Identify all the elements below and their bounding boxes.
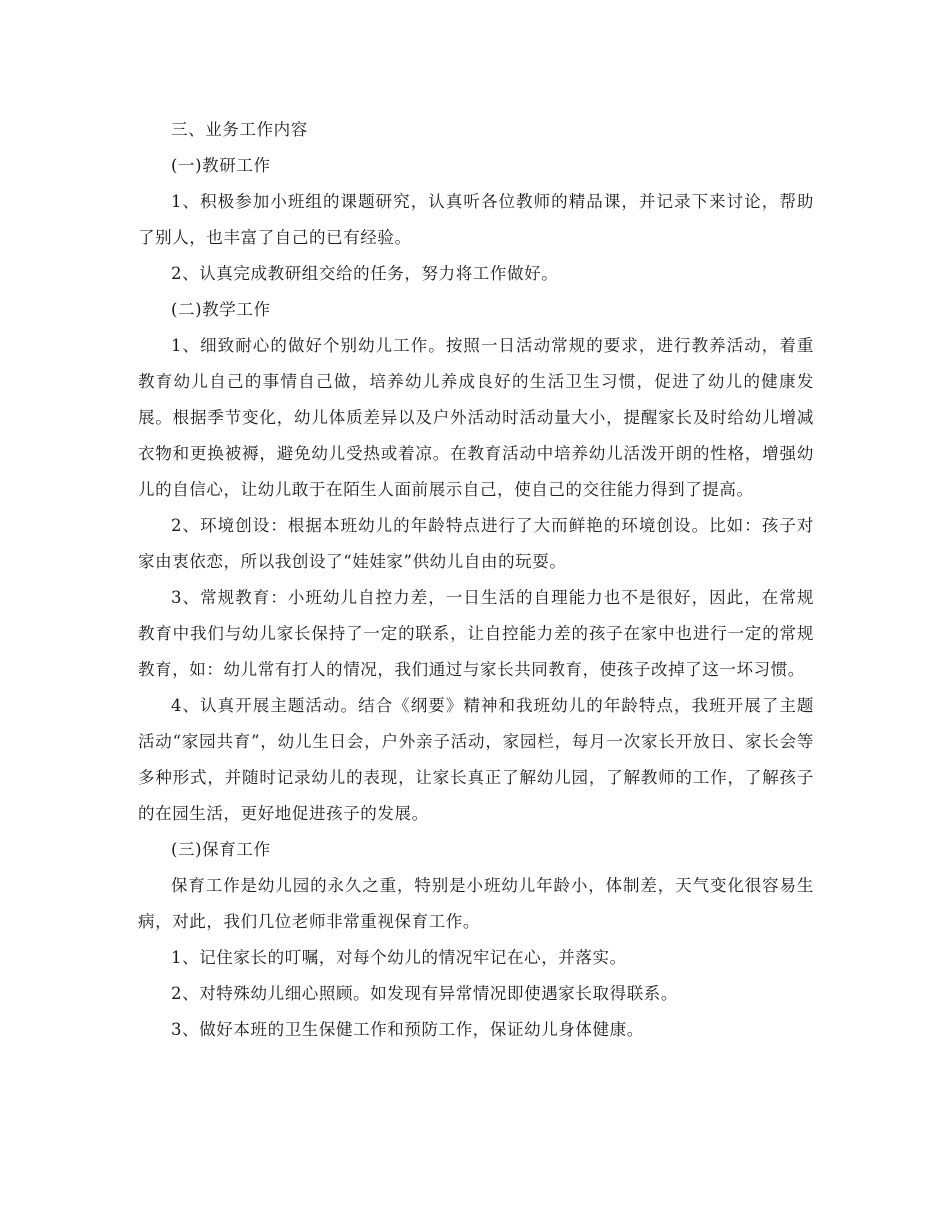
paragraph: 1、细致耐心的做好个别幼儿工作。按照一日活动常规的要求，进行教养活动，着重教育幼儿自己的事情自己做，培养幼儿养成良好的生活卫生习惯，促进了幼儿的健康发展。根据季节变化，幼儿体质差异以及户外活动时活动量大小，提醒家长及时给幼儿增减衣物和更换被褥，避免幼儿受热或着凉。在教育活动中培养幼儿活泼开朗的性格，增强幼儿的自信心，让幼儿敢于在陌生人面前展示自己，使自己的交往能力得到了提高。 bbox=[138, 336, 814, 499]
paragraph: 保育工作是幼儿园的永久之重，特别是小班幼儿年龄小，体制差，天气变化很容易生病，对此，我们几位老师非常重视保育工作。 bbox=[138, 876, 814, 931]
subsection-heading-care: (三)保育工作 bbox=[171, 840, 271, 859]
subsection-heading-teaching: (二)教学工作 bbox=[171, 300, 271, 319]
paragraph: 2、认真完成教研组交给的任务，努力将工作做好。 bbox=[171, 264, 559, 283]
subsection-heading-teaching-research: (一)教研工作 bbox=[171, 156, 271, 175]
paragraph: 3、常规教育：小班幼儿自控力差，一日生活的自理能力也不是很好，因此，在常规教育中我们与幼儿家长保持了一定的联系，让自控能力差的孩子在家中也进行一定的常规教育，如：幼儿常有打人的情况，我们通过与家长共同教育，使孩子改掉了这一坏习惯。 bbox=[138, 588, 814, 679]
paragraph: 1、记住家长的叮嘱，对每个幼儿的情况牢记在心，并落实。 bbox=[171, 948, 627, 967]
paragraph: 1、积极参加小班组的课题研究，认真听各位教师的精品课，并记录下来讨论，帮助了别人，也丰富了自己的已有经验。 bbox=[138, 192, 814, 247]
paragraph: 3、做好本班的卫生保健工作和预防工作，保证幼儿身体健康。 bbox=[171, 1020, 644, 1039]
paragraph: 2、环境创设：根据本班幼儿的年龄特点进行了大而鲜艳的环境创设。比如：孩子对家由衷依恋，所以我创设了“娃娃家”供幼儿自由的玩耍。 bbox=[138, 516, 814, 571]
paragraph: 2、对特殊幼儿细心照顾。如发现有异常情况即使遇家长取得联系。 bbox=[171, 984, 678, 1003]
paragraph: 4、认真开展主题活动。结合《纲要》精神和我班幼儿的年龄特点，我班开展了主题活动“家园共育”，幼儿生日会，户外亲子活动，家园栏，每月一次家长开放日、家长会等多种形式，并随时记录幼儿的表现，让家长真正了解幼儿园，了解教师的工作，了解孩子的在园生活，更好地促进孩子的发展。 bbox=[138, 696, 814, 823]
document-body bbox=[138, 112, 814, 1048]
section-heading: 三、业务工作内容 bbox=[171, 120, 308, 139]
